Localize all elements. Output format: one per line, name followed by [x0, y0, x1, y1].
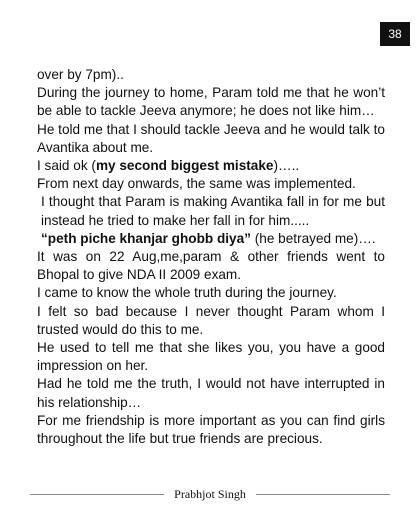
page-footer: [30, 487, 390, 501]
paragraph-8: It was on 22 Aug,me,param & other friends went to Bhopal to give NDA II 2009 exam.: [37, 249, 385, 283]
paragraph-11: He used to tell me that she likes you, you have a good impression on her.: [37, 340, 385, 374]
paragraph-6: I thought that Param is making Avantika fall in for me but instead he tried to make her fall in for him.....: [41, 194, 385, 228]
paragraph-5: From next day onwards, the same was implemented.: [37, 176, 356, 192]
paragraph-10: I felt so bad because I never thought Param whom I trusted would do this to me.: [37, 303, 385, 337]
paragraph-2: During the journey to home, Param told me that he won’t be able to tackle Jeeva anymore; he does not like him…: [37, 85, 385, 119]
footer-author: Prabhjot Singh: [174, 486, 246, 501]
paragraph-7-after: (he betrayed me)….: [250, 230, 376, 246]
paragraph-9: I came to know the whole truth during the journey.: [37, 285, 337, 301]
page-number: 38: [380, 22, 410, 46]
paragraph-13: For me friendship is more important as you can find girls throughout the life but true friends are precious.: [37, 412, 385, 447]
paragraph-4-emphasis: my second biggest mistake: [95, 158, 274, 174]
paragraph-7: [37, 230, 385, 248]
footer-rule-right: [256, 494, 390, 495]
footer-rule-left: [30, 494, 164, 495]
paragraph-4-before: I said ok (: [37, 158, 96, 174]
paragraph-1: over by 7pm)..: [37, 67, 124, 82]
paragraph-12: Had he told me the truth, I would not have interrupted in his relationship…: [37, 376, 385, 410]
paragraph-4: [37, 157, 385, 175]
page-body: [37, 66, 385, 448]
paragraph-4-after: )…..: [273, 158, 300, 174]
paragraph-7-quote: “peth piche khanjar ghobb diya”: [41, 230, 251, 246]
paragraph-3: He told me that I should tackle Jeeva and he would talk to Avantika about me.: [37, 121, 385, 155]
